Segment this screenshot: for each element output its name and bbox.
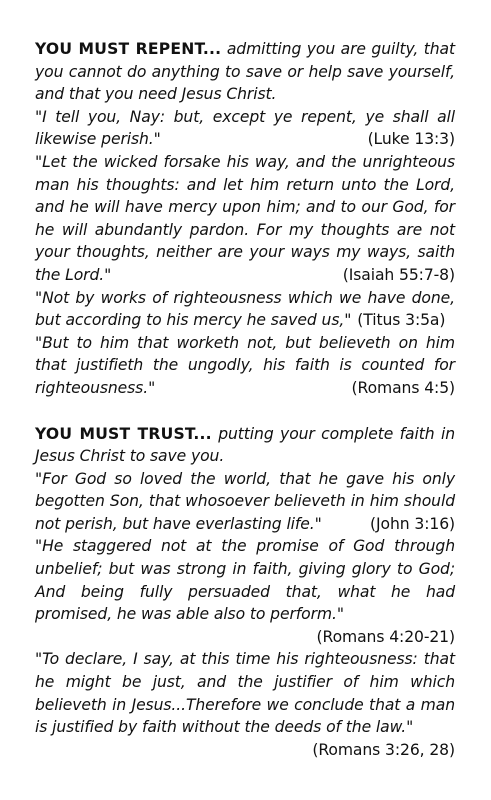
heading-trust: YOU MUST TRUST... <box>35 424 212 443</box>
trust-intro <box>35 423 455 468</box>
verse-text: "Let the wicked forsake his way, and the unrighteous man his thoughts: and let him return unto the Lord, and he will have mercy upon him; and to our God, for he will abundantly pardon. For my thoughts are not your thoughts, neither are your ways my ways, saith the Lord." <box>35 152 455 284</box>
verse-luke <box>35 106 455 151</box>
verse-romans-4-20 <box>35 535 455 646</box>
verse-romans-4-5 <box>35 332 455 400</box>
tract-text <box>35 38 455 761</box>
verse-john <box>35 468 455 536</box>
heading-repent: YOU MUST REPENT... <box>35 40 222 58</box>
verse-text: "To declare, I say, at this time his righteousness: that he might be just, and the justifier of him which believeth in Jesus...Therefore we conclude that a man is justified by faith without the deeds of the law." <box>35 650 455 737</box>
verse-text: "I tell you, Nay: but, except ye repent, ye shall all likewise perish." <box>35 107 455 149</box>
repent-intro <box>35 38 455 106</box>
trust-intro-text: putting your complete faith in Jesus Christ to save you. <box>35 424 455 466</box>
verse-reference: (John 3:16) <box>370 514 455 533</box>
verse-text: "Not by works of righteousness which we have done, but according to his mercy he saved us," <box>35 288 455 330</box>
verse-reference: (Romans 4:20-21) <box>316 627 455 646</box>
verse-reference: (Romans 4:5) <box>351 378 455 397</box>
verse-reference: (Luke 13:3) <box>367 130 455 149</box>
verse-reference: (Romans 3:26, 28) <box>312 740 455 759</box>
repent-intro-text: admitting you are guilty, that you cannot do anything to save or help save yourself, and that you need Jesus Christ. <box>35 40 456 104</box>
verse-reference: (Isaiah 55:7-8) <box>342 265 455 284</box>
verse-isaiah <box>35 151 455 287</box>
verse-text: "He staggered not at the promise of God through unbelief; but was strong in faith, giving glory to God; And being fully persuaded that, what he had promised, he was able also to perform." <box>35 537 455 624</box>
section-trust <box>35 423 455 762</box>
verse-reference: (Titus 3:5a) <box>357 311 446 330</box>
verse-titus <box>35 287 455 332</box>
verse-text: "For God so loved the world, that he gave his only begotten Son, that whosoever believeth in him should not perish, but have everlasting life." <box>35 469 455 533</box>
section-repent <box>35 38 455 400</box>
verse-romans-3-26 <box>35 648 455 759</box>
verse-text: "But to him that worketh not, but believeth on him that justifieth the ungodly, his faith is counted for righteousness." <box>35 333 455 397</box>
